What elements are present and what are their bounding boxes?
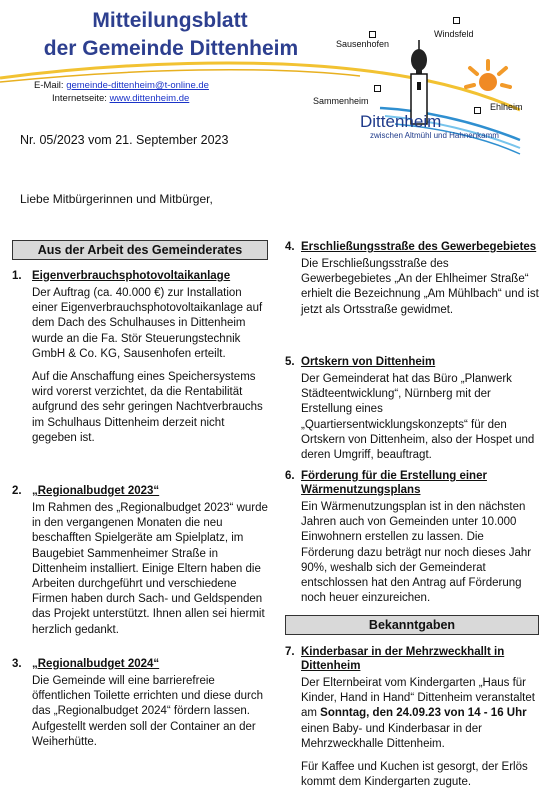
email-row [34,80,209,91]
item-paragraph: Für Kaffee und Kuchen ist gesorgt, der Erlös kommt dem Kindergarten zugute. [301,761,528,789]
email-link[interactable]: gemeinde-dittenheim@t-online.de [66,80,209,91]
item-paragraph: Ein Wärmenutzungsplan ist in den nächsten Jahren auch von Gemeinden unter 10.000 Einwohnern erstellen zu lassen. Die Förderung dazu beträgt nur noch dieses Jahr 90%, weshalb sich der Gemeinderat entschlossen hat den Antrag auf Förderung noch heuer einzureichen. [301,501,532,605]
website-link[interactable]: www.dittenheim.de [109,93,190,104]
item-paragraph: Die Erschließungsstraße des Gewerbegebietes „An der Ehlheimer Straße“ erhielt die Bezeichnung „Am Mühlbach“ und ist jetzt als Ortsstraße gewidmet. [301,258,539,316]
item-title: „Regionalbudget 2023“ [32,485,160,497]
item-title: Ortskern von Dittenheim [301,356,436,368]
newsletter-title-line1: Mitteilungsblatt [92,9,248,32]
place-label-windsfeld: Windsfeld [434,29,474,39]
list-item-1 [12,269,270,446]
item-paragraph: Im Rahmen des „Regionalbudget 2023“ wurde in den vergangenen Monaten die neu beschafften Spielgeräte am Spielplatz, im Baugebiet Sammenheimer Straße in Dittenheim installiert. Einige Eltern haben die Arbeiten durchgeführt und verschiedene Firmen haben durch Sach- und Geldspenden das Projekt unterstützt. Ihnen allen sei hiermit herzlich gedankt. [32,502,268,636]
email-label: E-Mail: [34,80,64,91]
newsletter-title-line2: der Gemeinde Dittenheim [43,37,299,60]
logo-wordmark: Dittenheim [360,112,442,131]
item-title: Kinderbasar in der Mehrzweckhallt in Dittenheim [301,646,505,672]
logo-tagline: zwischen Altmühl und Hahnenkamm [370,131,499,140]
map-marker-ehlheim [474,107,481,114]
list-item-6 [285,469,539,606]
item-title: Erschließungsstraße des Gewerbegebietes [301,241,537,253]
place-label-ehlheim: Ehlheim [490,102,523,112]
list-item-2 [12,484,270,638]
item-title: Förderung für die Erstellung einer Wärmenutzungsplans [301,470,487,496]
section-header-announcements: Bekanntgaben [285,615,539,635]
item-paragraph: Der Gemeinderat hat das Büro „Planwerk Städteentwicklung“, Nürnberg mit der Erstellung eines „Quartiersentwicklungskonzepts“ für den Ortskern von Dittenheim, also der Hospet und deren Umgriff, beauftragt. [301,373,535,462]
list-item-3 [12,657,270,750]
list-item-4 [285,240,539,318]
website-row [52,93,189,104]
item-title: „Regionalbudget 2024“ [32,658,160,670]
item-number: 6. [285,470,295,482]
map-marker-windsfeld [453,17,460,24]
item-paragraph [301,676,539,752]
item-number: 5. [285,356,295,368]
paragraph-text: einen Baby- und Kinderbasar in der Mehrzweckhalle Dittenheim. [301,722,482,750]
item-number: 4. [285,241,295,253]
item-paragraph: Die Gemeinde will eine barrierefreie öffentlichen Toilette errichten und diese durch das „Regionalbudget 2024“ fördern lassen. Aufgestellt werden soll der Container an der Weiherhütte. [32,675,264,748]
item-title: Eigenverbrauchsphotovoltaikanlage [32,270,231,282]
list-item-5 [285,355,539,463]
paragraph-text: Der Elternbeirat vom Kindergarten „Haus für Kinder, Hand in Hand“ Dittenheim veranstaltet am [301,677,535,720]
item-number: 3. [12,658,22,670]
website-label: Internetseite: [52,93,107,104]
place-label-sammenheim: Sammenheim [313,96,369,106]
item-number: 2. [12,485,22,497]
item-paragraph: Auf die Anschaffung eines Speichersystems wird vorerst verzichtet, da die Rentabilität aufgrund des sehr geringen Nachtverbrauchs im Schulhaus Dittenheim derzeit nicht gegeben ist. [32,371,263,444]
item-number: 7. [285,646,295,658]
list-item-7 [285,645,539,790]
event-date-time: Sonntag, den 24.09.23 von 14 - 16 Uhr [320,707,527,720]
place-label-sausenhofen: Sausenhofen [336,39,390,49]
sun-icon [462,58,514,102]
greeting: Liebe Mitbürgerinnen und Mitbürger, [20,192,213,206]
item-paragraph: Der Auftrag (ca. 40.000 €) zur Installation einer Eigenverbrauchsphotovoltaikanlage auf dem Dach des Schulhauses in Dittenheim wurde an die Fa. Stör Steuerungstechnik GmbH & Co. KG, Sausenhofen erteilt. [32,287,263,360]
item-number: 1. [12,270,22,282]
map-marker-sausenhofen [369,31,376,38]
section-header-council: Aus der Arbeit des Gemeinderates [12,240,268,260]
map-marker-sammenheim [374,85,381,92]
issue-line: Nr. 05/2023 vom 21. September 2023 [20,133,229,147]
